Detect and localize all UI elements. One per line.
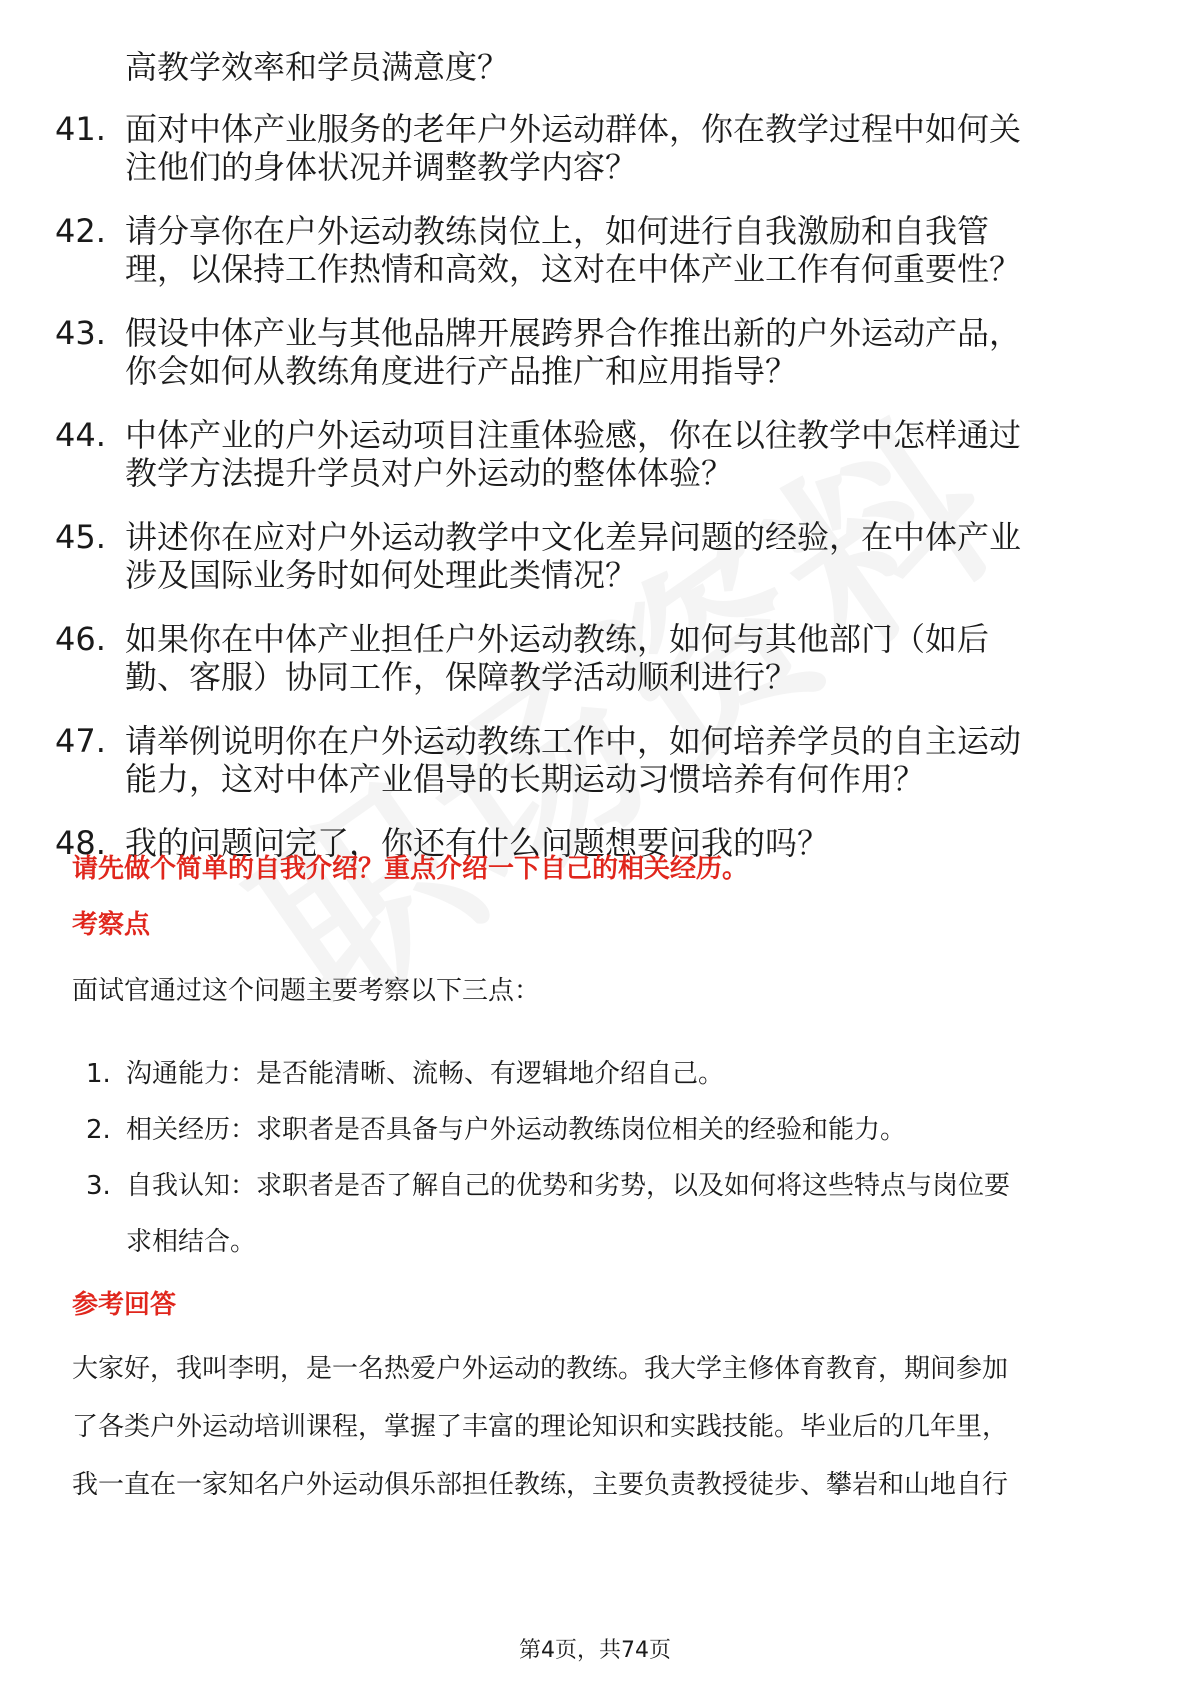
question-text: 假设中体产业与其他品牌开展跨界合作推出新的户外运动产品， 你会如何从教练角度进行产品推广和应用指导？ (125, 314, 1022, 390)
exam-point-text: 沟通能力：是否能清晰、流畅、有逻辑地介绍自己。 (126, 1059, 725, 1089)
question-number: 46. (55, 620, 106, 658)
question-number: 41. (55, 110, 106, 148)
exam-point-text: 自我认知：求职者是否了解自己的优势和劣势，以及如何将这些特点与岗位要 求相结合。 (126, 1171, 1011, 1257)
question-number: 44. (55, 416, 106, 454)
question-list (55, 110, 1135, 888)
exam-points-list (86, 1046, 1126, 1270)
answer-line: 了各类户外运动培训课程，掌握了丰富的理论知识和实践技能。毕业后的几年里， (72, 1412, 1009, 1442)
exam-point-item (86, 1158, 1126, 1270)
question-item (55, 110, 1135, 186)
exam-point-number: 2. (86, 1115, 111, 1145)
question-item (55, 212, 1135, 288)
question-continuation: 高教学效率和学员满意度？ (125, 48, 510, 86)
question-text: 讲述你在应对户外运动教学中文化差异问题的经验，在中体产业 涉及国际业务时如何处理此类情况？ (125, 518, 1022, 594)
exam-point-number: 3. (86, 1171, 111, 1201)
page-footer: 第4页，共74页 (519, 1638, 671, 1663)
question-text: 中体产业的户外运动项目注重体验感，你在以往教学中怎样通过 教学方法提升学员对户外运动的整体体验？ (125, 416, 1022, 492)
question-text: 面对中体产业服务的老年户外运动群体，你在教学过程中如何关 注他们的身体状况并调整教学内容？ (125, 110, 1022, 186)
exam-point-item (86, 1102, 1126, 1158)
exam-points-heading: 考察点 (72, 910, 151, 940)
answer-line: 大家好，我叫李明，是一名热爱户外运动的教练。我大学主修体育教育，期间参加 (72, 1354, 1009, 1384)
question-item (55, 722, 1135, 798)
exam-points-intro: 面试官通过这个问题主要考察以下三点： (72, 976, 541, 1006)
answer-paragraph (72, 1340, 1122, 1514)
exam-point-text: 相关经历：求职者是否具备与户外运动教练岗位相关的经验和能力。 (126, 1115, 907, 1145)
question-number: 48. (55, 824, 106, 862)
question-text: 如果你在中体产业担任户外运动教练，如何与其他部门（如后 勤、客服）协同工作，保障教学活动顺利进行？ (125, 620, 990, 696)
question-number: 47. (55, 722, 106, 760)
question-text: 我的问题问完了，你还有什么问题想要问我的吗？ (125, 824, 830, 862)
question-text: 请举例说明你在户外运动教练工作中，如何培养学员的自主运动 能力，这对中体产业倡导的长期运动习惯培养有何作用？ (125, 722, 1022, 798)
question-item (55, 620, 1135, 696)
question-item (55, 416, 1135, 492)
question-item (55, 314, 1135, 390)
question-number: 42. (55, 212, 106, 250)
question-text: 请分享你在户外运动教练岗位上，如何进行自我激励和自我管 理，以保持工作热情和高效，这对在中体产业工作有何重要性？ (125, 212, 1022, 288)
answer-line: 我一直在一家知名户外运动俱乐部担任教练，主要负责教授徒步、攀岩和山地自行 (72, 1470, 1009, 1500)
exam-point-item (86, 1046, 1126, 1102)
question-item (55, 518, 1135, 594)
question-number: 45. (55, 518, 106, 556)
question-number: 43. (55, 314, 106, 352)
section-question-heading: 请先做个简单的自我介绍？重点介绍一下自己的相关经历。 (72, 854, 749, 884)
exam-point-number: 1. (86, 1059, 111, 1089)
answer-heading: 参考回答 (72, 1290, 177, 1320)
